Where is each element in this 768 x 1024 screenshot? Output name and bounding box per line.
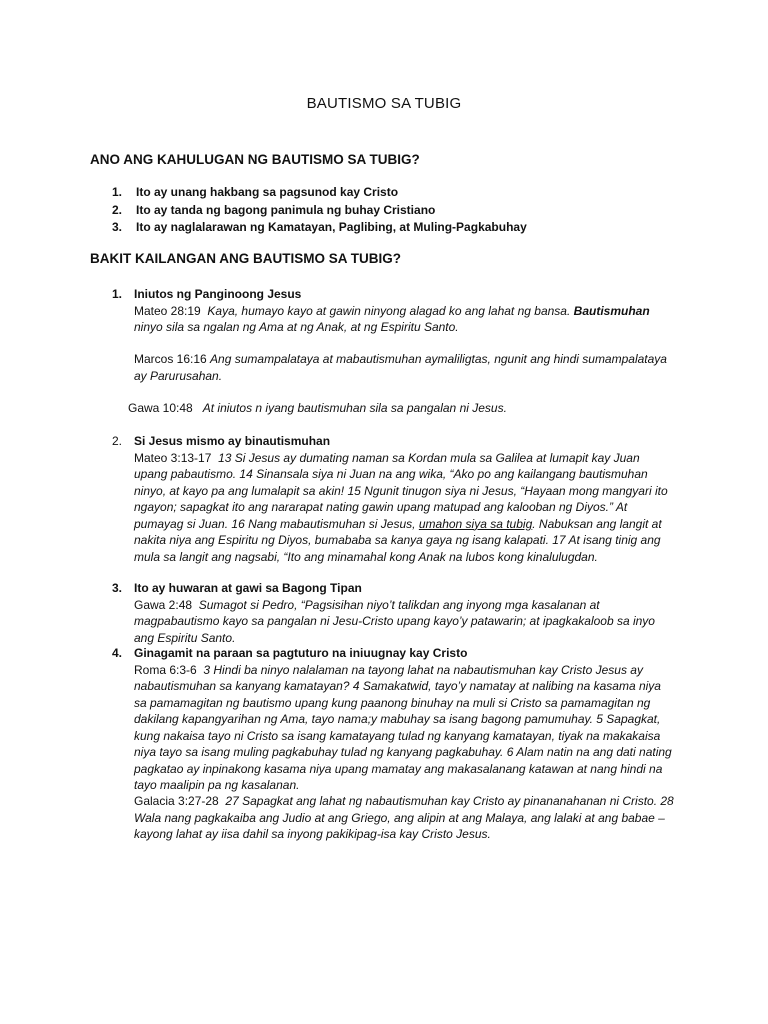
verse-reference: Galacia 3:27-28: [134, 794, 219, 808]
reason-number: 3.: [112, 581, 123, 595]
verse-reference: Gawa 10:48: [128, 401, 193, 415]
list-text: Ito ay unang hakbang sa pagsunod kay Cristo: [136, 185, 399, 199]
reason-label: Si Jesus mismo ay binautismuhan: [134, 434, 331, 448]
verse-reference: Roma 6:3-6: [134, 662, 197, 677]
verse-text: . Nabuksan ang langit at nakita niya ang Espiritu ng Diyos, bumababa sa kanya gaya ng isang kalapati. 17 At isang tinig ang mula sa langit ang nagsabi, “Ito ang minamahal kong Anak na lubos kong kinalulugdan.: [134, 516, 662, 564]
reason-number: 4.: [112, 646, 123, 660]
list-text: Ito ay naglalarawan ng Kamatayan, Paglibing, at Muling-Pagkabuhay: [136, 220, 527, 234]
verse-emphasis: Bautismuhan: [573, 303, 650, 318]
verse-gawa-2-48: [112, 597, 672, 647]
list-item: [112, 202, 527, 220]
list-item: [112, 184, 527, 202]
verse-text: Sumagot si Pedro, “Pagsisihan niyo’t talikdan ang inyong mga kasalanan at magpabautismo kayo sa pangalan ni Jesu-Cristo upang kayo’y patawarin; at ipagkakaloob sa inyo ang Espiritu Santo.: [134, 597, 655, 645]
list-number: 1.: [112, 185, 123, 199]
section-heading-meaning: ANO ANG KAHULUGAN NG BAUTISMO SA TUBIG?: [90, 152, 420, 167]
section-heading-why: BAKIT KAILANGAN ANG BAUTISMO SA TUBIG?: [90, 251, 401, 266]
meaning-list: [112, 184, 527, 237]
reason-number: 1.: [112, 287, 123, 301]
list-text: Ito ay tanda ng bagong panimula ng buhay Cristiano: [136, 202, 436, 217]
verse-text: Ang sumampalataya at mabautismuhan aymaliligtas, ngunit ang hindi sumampalataya ay Parurusahan.: [134, 352, 667, 383]
verse-gawa-10-48: [128, 400, 668, 417]
reason-4: [112, 645, 672, 794]
verse-text: Kaya, humayo kayo at gawin ninyong alagad ko ang lahat ng bansa.: [207, 303, 571, 318]
reason-1: [112, 286, 672, 336]
verse-roma-6-3-6: [112, 662, 672, 794]
verse-reference: Mateo 3:13-17: [134, 450, 212, 465]
list-item: [112, 219, 527, 237]
reason-label: Iniutos ng Panginoong Jesus: [134, 287, 302, 301]
verse-text: ninyo sila sa ngalan ng Ama at ng Anak, at ng Espiritu Santo.: [134, 320, 459, 334]
reason-3: [112, 580, 672, 646]
verse-text: 3 Hindi ba ninyo nalalaman na tayong lahat na nabautismuhan kay Cristo Jesus ay nabautismuhan sa kanyang kamatayan? 4 Samakatwid, tayo’y namatay at nalibing na kasama niya sa pamamagitan ng bautismo upang kung paanong binuhay na muli si Cristo sa pamamagitan ng dakilang kapangyarihan ng Ama, tayo nama;y mabuhay sa isang bagong pamumuhay. 5 Sapagkat, kung nakaisa tayo ni Cristo sa isang kamatayang tulad ng kanyang kamatayan, tiyak na makakaisa niya tayo sa isang muling pagkabuhay tulad ng kanyang pagkabuhay. 6 Alam natin na ang dati nating pagkatao ay inpinakong kasama niya upang mamatay ang makasalanang katawan at nang hindi na tayo maalipin pa ng kasalanan.: [134, 662, 672, 792]
verse-mateo-28-19: [112, 303, 672, 336]
verse-text: 27 Sapagkat ang lahat ng nabautismuhan kay Cristo ay pinananahanan ni Cristo. 28: [225, 794, 674, 808]
verse-text: At iniutos n iyang bautismuhan sila sa pangalan ni Jesus.: [202, 401, 507, 415]
verse-marcos-16-16: [134, 351, 672, 384]
reason-number: 2.: [112, 434, 123, 448]
reason-label: Ginagamit na paraan sa pagtuturo na iniuugnay kay Cristo: [134, 646, 468, 660]
list-number: 3.: [112, 220, 123, 234]
verse-reference: Mateo 28:19: [134, 303, 201, 318]
page-title: BAUTISMO SA TUBIG: [306, 95, 462, 112]
verse-reference: Gawa 2:48: [134, 597, 193, 612]
list-number: 2.: [112, 202, 123, 217]
reason-label: Ito ay huwaran at gawi sa Bagong Tipan: [134, 581, 362, 595]
verse-underlined-text: umahon siya sa tubig: [418, 516, 533, 531]
verse-galacia-3-27-28: [134, 793, 674, 843]
verse-mateo-3-13-17: [112, 450, 672, 566]
verse-reference: Marcos 16:16: [134, 352, 207, 366]
verse-text: Wala nang pagkakaiba ang Judio at ang Griego, ang alipin at ang Malaya, ang lalaki at ang babae – kayong lahat ay iisa dahil sa inyong pakikipag-isa kay Cristo Jesus.: [134, 810, 665, 841]
reason-2: [112, 433, 672, 565]
verse-text: 13 Si Jesus ay dumating naman sa Kordan mula sa Galilea at lumapit kay Juan upang pabautismo. 14 Sinansala siya ni Juan na ang wika, “Ako po ang kailangang bautismuhan ninyo, at kayo pa ang lumalapit sa akin! 15 Ngunit tinugon siya ni Jesus, “Hayaan mong mangyari ito ngayon; sapagkat ito ang nararapat nating gawin upang matupad ang kalooban ng Diyos.” At pumayag si Juan. 16 Nang mabautismuhan si Jesus,: [134, 450, 668, 531]
